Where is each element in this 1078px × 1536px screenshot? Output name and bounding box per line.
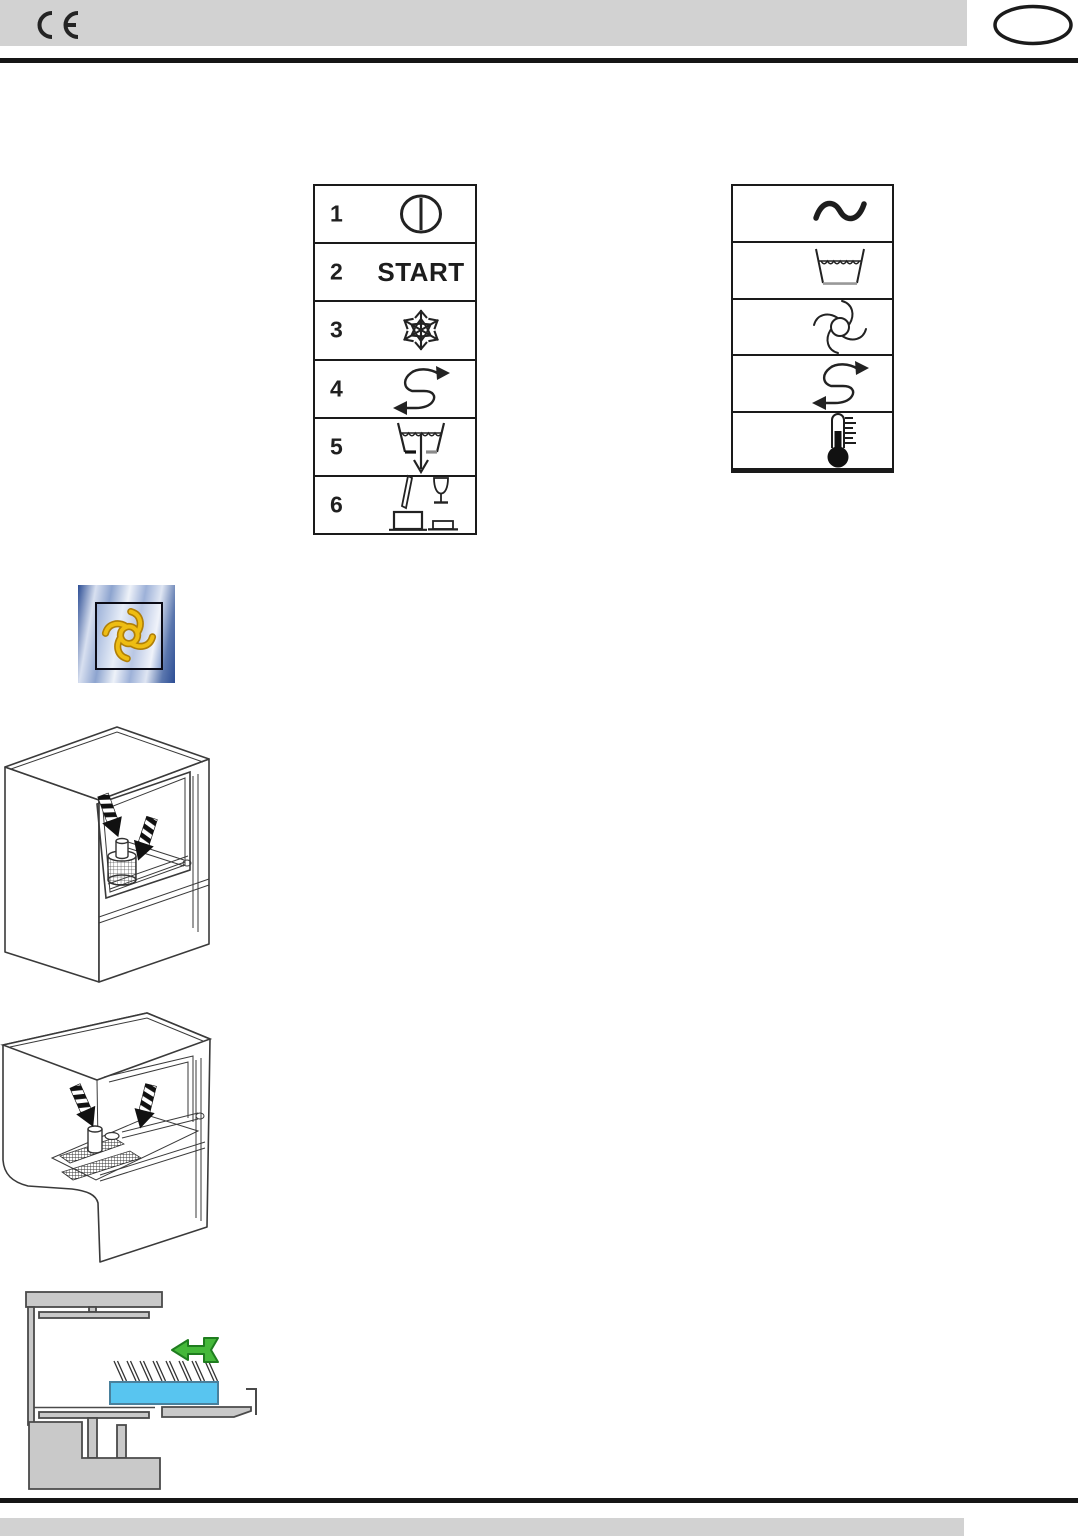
- rack-pins: [114, 1361, 218, 1381]
- plate-and-glass-icon: [371, 477, 471, 533]
- dishwasher-tank-filters-figure: [0, 1010, 218, 1268]
- table-row: [733, 300, 892, 357]
- upper-wash-arm: [39, 1312, 149, 1318]
- table-row: [315, 244, 475, 302]
- green-slide-direction-arrow: [172, 1338, 218, 1362]
- table-row: [315, 186, 475, 244]
- table-row: [733, 413, 892, 468]
- table-row: [733, 356, 892, 413]
- indicators-symbol-table: [731, 184, 894, 473]
- ce-mark-icon: [28, 7, 82, 43]
- power-on-off-icon: [371, 186, 471, 242]
- regeneration-cycle-arrows-icon: [793, 356, 886, 411]
- start-label: START: [377, 256, 465, 287]
- row-number: 5: [330, 433, 343, 460]
- slide-table: [162, 1407, 251, 1417]
- temperature-thermometer-icon: [793, 413, 886, 468]
- table-row: [733, 186, 892, 243]
- row-number: 4: [330, 375, 343, 402]
- top-rule: [0, 58, 1078, 63]
- footer-bar: [0, 1518, 964, 1536]
- language-oval-badge: [991, 3, 1075, 47]
- filter-cap: [105, 1133, 119, 1140]
- glasswasher-filter-install-figure: [2, 722, 212, 988]
- row-number: 6: [330, 491, 343, 518]
- rack-cross-section-figure: [18, 1286, 268, 1498]
- drain-tub-icon: [371, 419, 471, 475]
- row-number: 3: [330, 316, 343, 343]
- row-number: 1: [330, 200, 343, 227]
- row-number: 2: [330, 258, 343, 285]
- table-row: [315, 419, 475, 477]
- table-row: [315, 302, 475, 360]
- cold-rinse-snowflake-icon: [371, 302, 471, 358]
- header-bar: [0, 0, 967, 46]
- hood-ceiling: [26, 1292, 162, 1307]
- bottom-rule: [0, 1498, 1078, 1503]
- wash-cycle-button-inner-frame: [95, 602, 163, 670]
- lower-wash-arm: [39, 1412, 149, 1418]
- basket-rack: [110, 1382, 218, 1404]
- wash-cycle-swirl-icon: [793, 300, 886, 355]
- table-row: [315, 477, 475, 533]
- table-row: [315, 361, 475, 419]
- wash-cycle-button-icon: [78, 585, 175, 683]
- table-row: [733, 243, 892, 300]
- mains-power-wave-icon: [793, 186, 886, 241]
- left-wall: [28, 1307, 34, 1425]
- regeneration-cycle-arrows-icon: [371, 361, 471, 417]
- gold-swirl-icon: [100, 608, 158, 664]
- controls-symbol-table: [313, 184, 477, 535]
- tub-filling-icon: [793, 243, 886, 298]
